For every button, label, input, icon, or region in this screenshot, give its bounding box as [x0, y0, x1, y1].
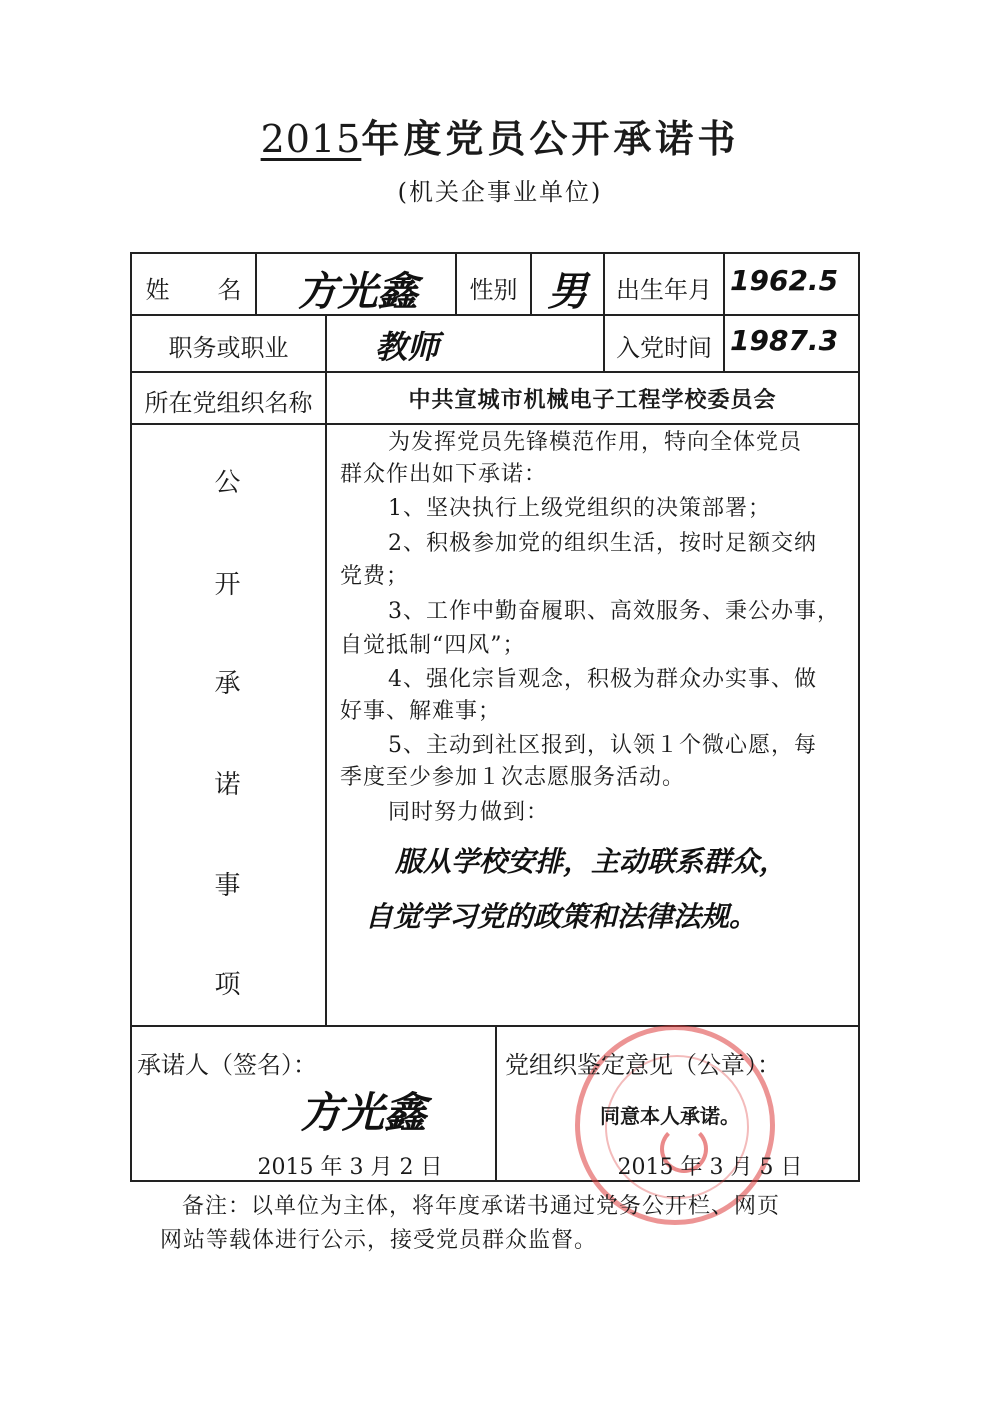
side-char: 开 [214, 570, 241, 600]
promise-line: 2、积极参加党的组织生活，按时足额交纳 [388, 531, 817, 556]
birth-value: 1962.5 [730, 264, 839, 297]
promise-line: 1、坚决执行上级党组织的决策部署； [388, 496, 771, 521]
job-label: 职务或职业 [168, 334, 289, 362]
org-label: 所在党组织名称 [144, 389, 313, 417]
org-value: 中共宣城市机械电子工程学校委员会 [408, 387, 777, 413]
handwritten-line: 自觉学习党的政策和法律法规。 [365, 900, 758, 933]
promiser-date: 2015 年 3 月 2 日 [257, 1155, 443, 1180]
org-opinion-label: 党组织鉴定意见（公章）： [505, 1051, 781, 1079]
gender-label: 性别 [469, 276, 518, 304]
title-year: 2015 [260, 117, 362, 161]
org-date: 2015 年 3 月 5 日 [617, 1155, 803, 1180]
promise-line: 季度至少参加１次志愿服务活动。 [340, 765, 686, 790]
promise-line: 群众作出如下承诺： [340, 462, 548, 487]
promise-line: 5、主动到社区报到，认领１个微心愿，每 [388, 733, 817, 758]
promise-line: 好事、解难事； [340, 699, 502, 724]
side-char: 公 [214, 468, 241, 498]
handwritten-line: 服从学校安排，主动联系群众， [395, 845, 788, 878]
join-value: 1987.3 [730, 324, 839, 357]
footnote [160, 1190, 860, 1258]
birth-label: 出生年月 [616, 276, 712, 304]
page-subtitle: (机关企事业单位) [397, 178, 603, 206]
side-char: 事 [214, 871, 241, 901]
promise-line: 同时努力做到： [388, 800, 550, 825]
footnote-line: 网站等载体进行公示，接受党员群众监督。 [160, 1228, 598, 1253]
promiser-signature: 方光鑫 [300, 1088, 427, 1137]
name-value: 方光鑫 [297, 269, 418, 315]
join-label: 入党时间 [616, 334, 712, 362]
name-label: 姓 名 [145, 276, 242, 304]
title-text: 年度党员公开承诺书 [361, 116, 740, 161]
org-opinion: 同意本人承诺。 [600, 1104, 740, 1128]
promise-line: 自觉抵制“四风”； [340, 633, 526, 658]
side-char: 承 [214, 669, 241, 699]
promise-line: 4、强化宗旨观念，积极为群众办实事、做 [388, 667, 817, 692]
promise-line: 党费； [340, 564, 410, 589]
job-value: 教师 [375, 328, 440, 366]
promise-line: 为发挥党员先锋模范作用，特向全体党员 [388, 430, 803, 455]
footnote-line: 备注：以单位为主体，将年度承诺书通过党务公开栏、网页 [182, 1194, 781, 1219]
side-char: 项 [214, 970, 241, 1000]
side-char: 诺 [214, 770, 241, 800]
page-title [0, 108, 1000, 163]
promiser-label: 承诺人（签名）： [137, 1051, 317, 1079]
promise-line: 3、工作中勤奋履职、高效服务、秉公办事， [388, 599, 840, 624]
gender-value: 男 [547, 269, 588, 315]
